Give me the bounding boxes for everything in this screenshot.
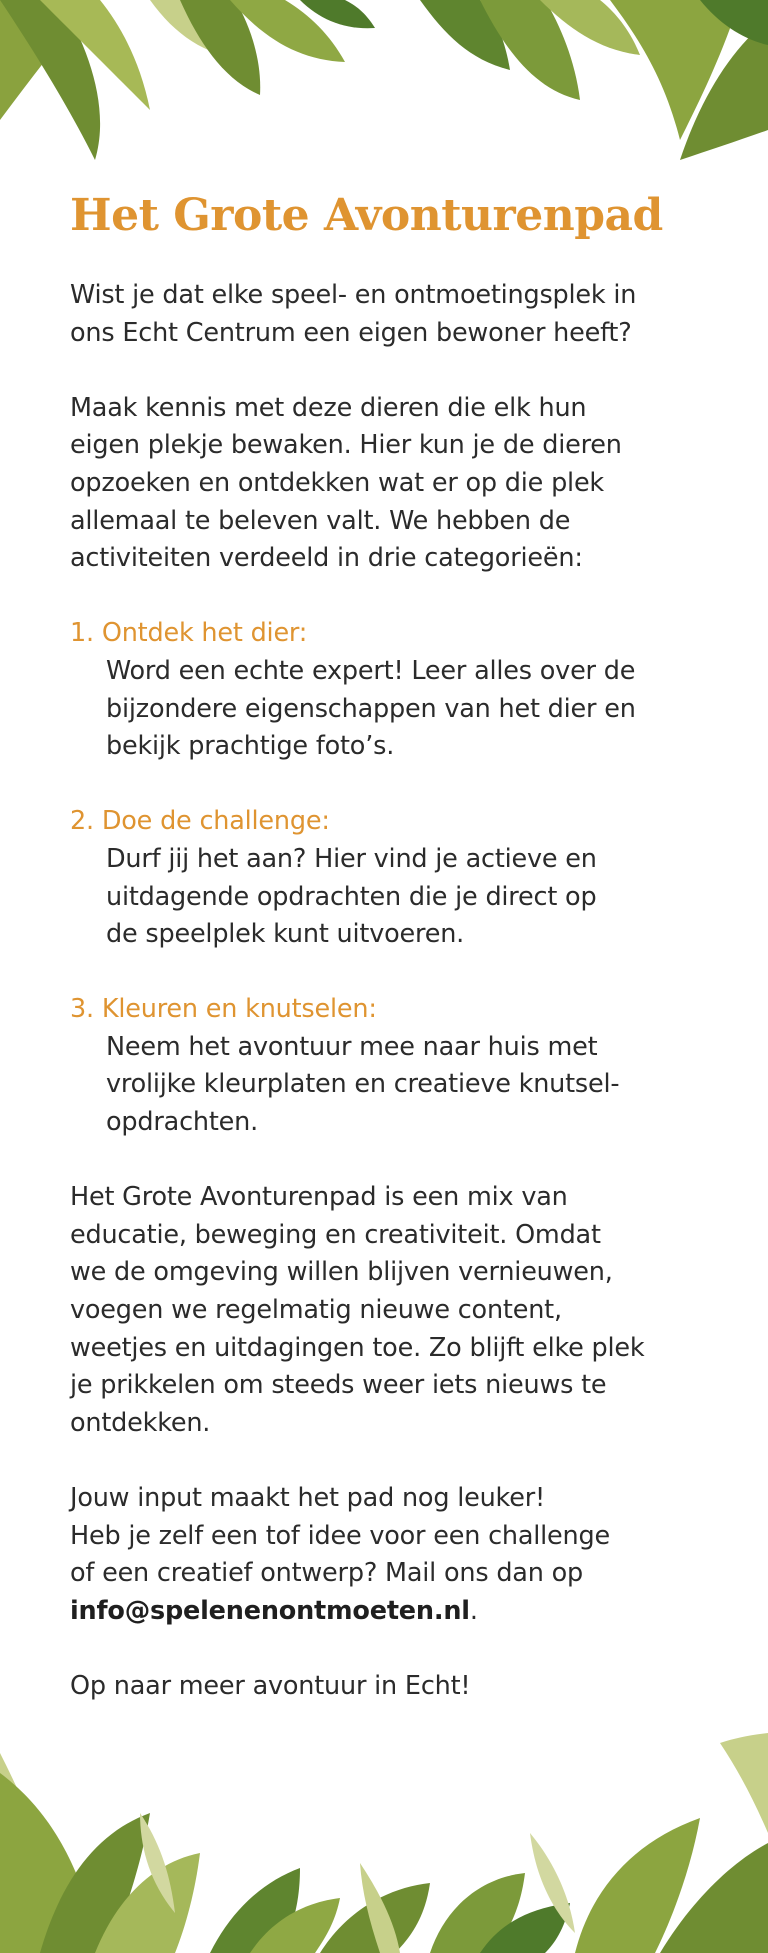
closing-line: Op naar meer avontuur in Echt! [70, 1670, 471, 1701]
paragraph-line: eigen plekje bewaken. Hier kun je de dieren [70, 430, 622, 461]
leaves-bottom-icon [0, 1713, 768, 1953]
paragraph-line: of een creatief ontwerp? Mail ons dan op [70, 1558, 583, 1589]
email-suffix: . [469, 1595, 478, 1626]
intro-paragraph [70, 277, 710, 352]
mix-paragraph [70, 1179, 710, 1442]
intro-line: ons Echt Centrum een eigen bewoner heeft? [70, 317, 632, 348]
category-description [70, 1029, 710, 1142]
paragraph-line: weetjes en uitdagingen toe. Zo blijft elke plek [70, 1332, 645, 1363]
category-description [70, 653, 710, 766]
category-title: 1. Ontdek het dier: [70, 618, 308, 649]
paragraph-line: we de omgeving willen blijven vernieuwen, [70, 1257, 613, 1288]
category-line: Word een echte expert! Leer alles over de [106, 655, 636, 686]
email-line [70, 1593, 710, 1631]
paragraph-line: activiteiten verdeeld in drie categorieën: [70, 543, 583, 574]
page-title: Het Grote Avonturenpad [70, 190, 663, 241]
category-description [70, 841, 710, 954]
paragraph-line: opzoeken en ontdekken wat er op die plek [70, 467, 604, 498]
category-line: Neem het avontuur mee naar huis met [106, 1031, 598, 1062]
category-line: vrolijke kleurplaten en creatieve knutsel- [106, 1069, 620, 1100]
category-line: Durf jij het aan? Hier vind je actieve en [106, 843, 597, 874]
paragraph-line: ontdekken. [70, 1407, 211, 1438]
category-title: 3. Kleuren en knutselen: [70, 994, 377, 1025]
paragraph-line: Jouw input maakt het pad nog leuker! [70, 1483, 546, 1513]
paragraph-line: allemaal te beleven valt. We hebben de [70, 505, 571, 536]
intro-line: Wist je dat elke speel- en ontmoetingsplek in [70, 280, 637, 310]
category-line: bijzondere eigenschappen van het dier en [106, 693, 636, 724]
paragraph-line: Het Grote Avonturenpad is een mix van [70, 1182, 568, 1213]
paragraph-line: je prikkelen om steeds weer iets nieuws te [70, 1370, 607, 1401]
category-line: opdrachten. [106, 1107, 259, 1138]
paragraph-line: Heb je zelf een tof idee voor een challenge [70, 1520, 610, 1551]
category-crafting [70, 991, 710, 1141]
contact-paragraph [70, 1480, 710, 1630]
category-line: de speelplek kunt uitvoeren. [106, 919, 465, 950]
content [70, 188, 710, 1743]
categories-intro-paragraph [70, 390, 710, 578]
category-line: bekijk prachtige foto’s. [106, 731, 395, 762]
paragraph-line: voegen we regelmatig nieuwe content, [70, 1295, 562, 1326]
email-link[interactable]: info@spelenenontmoeten.nl [70, 1595, 470, 1626]
category-title: 2. Doe de challenge: [70, 806, 330, 837]
paragraph-line: educatie, beweging en creativiteit. Omdat [70, 1219, 601, 1250]
leaves-top-icon [0, 0, 768, 165]
category-discover [70, 615, 710, 765]
category-challenge [70, 803, 710, 953]
category-line: uitdagende opdrachten die je direct op [106, 881, 597, 912]
paragraph-line: Maak kennis met deze dieren die elk hun [70, 392, 587, 423]
